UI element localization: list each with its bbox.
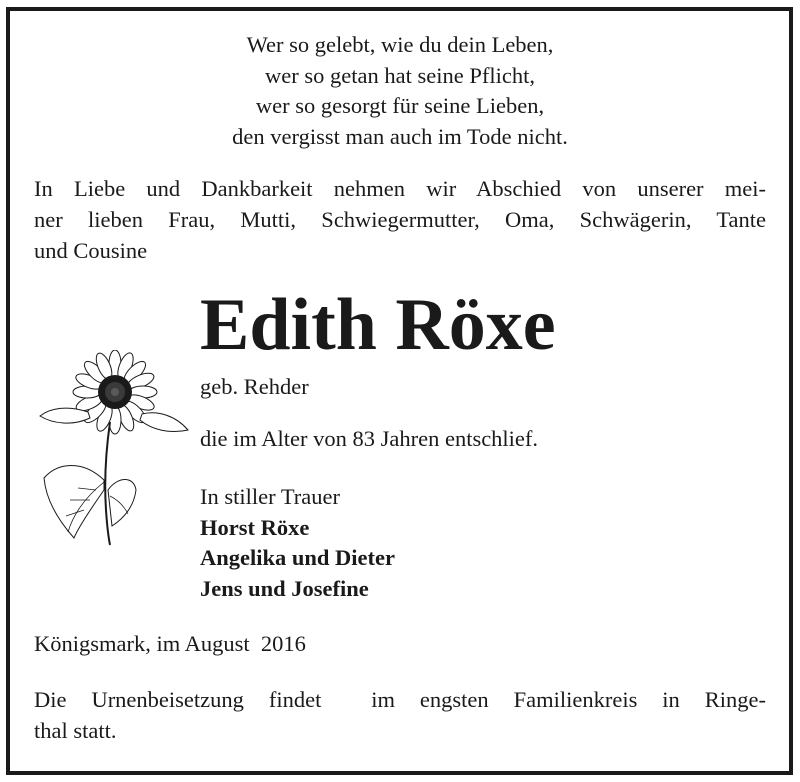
mourners-block xyxy=(200,482,395,604)
notice-line: thal statt. xyxy=(34,718,117,743)
intro-line: ner lieben Frau, Mutti, Schwiegermutter, Oma, Schwägerin, Tante xyxy=(34,207,766,232)
poem-line: wer so getan hat seine Pflicht, xyxy=(265,62,535,88)
deceased-name: Edith Röxe xyxy=(200,284,556,366)
burial-notice xyxy=(34,684,766,746)
farewell-intro xyxy=(34,173,766,266)
age-line: die im Alter von 83 Jahren entschlief. xyxy=(200,426,539,451)
sunflower-icon xyxy=(38,350,190,550)
poem-line: den vergisst man auch im Tode nicht. xyxy=(232,123,568,149)
mourners-heading: In stiller Trauer xyxy=(200,484,340,509)
intro-line: und Cousine xyxy=(34,238,148,263)
mourner-name: Horst Röxe xyxy=(200,514,310,540)
poem-line: Wer so gelebt, wie du dein Leben, xyxy=(246,32,554,57)
mourner-name: Jens und Josefine xyxy=(200,575,369,601)
birth-name: geb. Rehder xyxy=(200,374,309,399)
poem-line: wer so gesorgt für seine Lieben, xyxy=(255,93,545,118)
intro-line: In Liebe und Dankbarkeit nehmen wir Abschied von unserer mei- xyxy=(34,176,766,201)
place-date: Königsmark, im August 2016 xyxy=(34,631,306,656)
notice-line: Die Urnenbeisetzung findet im engsten Familienkreis in Ringe- xyxy=(34,687,766,712)
mourner-name: Angelika und Dieter xyxy=(200,545,396,570)
memorial-poem xyxy=(0,30,800,152)
